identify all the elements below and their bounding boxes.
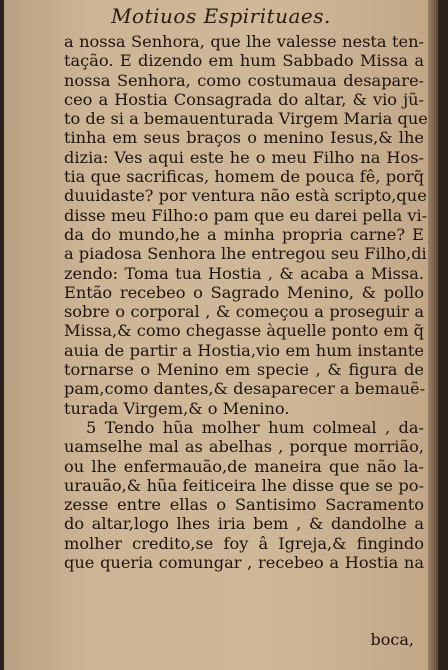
catchword: boca, xyxy=(370,630,414,649)
text-line: pam,como dantes,& desaparecer a bemauẽ- xyxy=(64,379,426,399)
text-line: uamselhe mal as abelhas , porque morrião, xyxy=(64,437,424,457)
text-line: tornarse o Menino em specie , & figura de xyxy=(64,360,424,380)
text-line: urauão,& hũa feiticeira lhe disse que se po- xyxy=(64,475,424,495)
text-line: sobre o corporal , & começou a proseguir a xyxy=(64,302,424,322)
text-line: Missa,& como chegasse àquelle ponto em q̃ xyxy=(64,321,424,341)
text-line: a nossa Senhora, que lhe valesse nesta ten- xyxy=(64,32,424,51)
paragraph-start-line: 5 Tendo hũa molher hum colmeal , da- xyxy=(86,417,424,437)
text-line: auia de partir a Hostia,vio em hum instante xyxy=(64,340,424,360)
book-page xyxy=(4,0,438,670)
text-line: turada Virgem,& o Menino. xyxy=(64,398,290,418)
text-line: a piadosa Senhora lhe entregou seu Filho,di xyxy=(64,244,427,264)
text-line: zesse entre ellas o Santisimo Sacramento xyxy=(64,495,424,515)
text-line: duuidaste? por ventura não està scripto,que xyxy=(64,186,427,206)
text-line: tação. E dizendo em hum Sabbado Missa a xyxy=(64,51,424,71)
text-line: nossa Senhora, como costumaua desapare- xyxy=(64,70,424,90)
text-line: Então recebeo o Sagrado Menino, & pollo xyxy=(64,282,424,302)
running-header: Motiuos Espirituaes. xyxy=(111,4,331,28)
page-text xyxy=(64,32,428,573)
page-gutter xyxy=(428,0,438,670)
text-line: do altar,logo lhes iria bem , & dandolhe a xyxy=(64,514,424,534)
text-line: que queria comungar , recebeo a Hostia na xyxy=(64,553,424,573)
text-line: tinha em seus braços o menino Iesus,& lhe xyxy=(64,128,424,148)
text-line: ou lhe enfermauão,de maneira que não la- xyxy=(64,456,424,476)
text-line: disse meu Filho:o pam que eu darei pella vi- xyxy=(64,205,428,225)
text-line: tia que sacrificas, homem de pouca fê, porq̃ xyxy=(64,167,424,187)
text-line: da do mundo,he a minha propria carne? E xyxy=(64,224,424,244)
text-line: dizia: Ves aqui este he o meu Filho na Hos- xyxy=(64,147,424,167)
text-line: zendo: Toma tua Hostia , & acaba a Missa. xyxy=(64,263,424,283)
text-line: ceo a Hostia Consagrada do altar, & vio jũ- xyxy=(64,89,424,109)
text-line: molher credito,se foy â Igreja,& fingindo xyxy=(64,533,424,553)
text-line: to de si a bemauenturada Virgem Maria que xyxy=(64,109,428,129)
